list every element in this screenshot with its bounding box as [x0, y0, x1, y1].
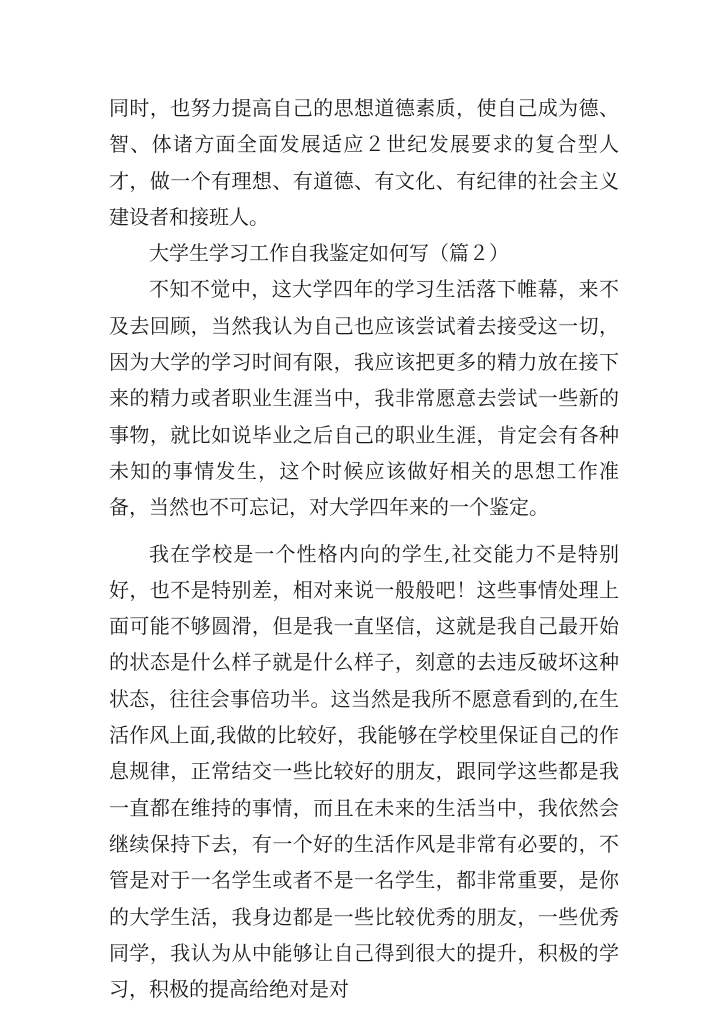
paragraph: 我在学校是一个性格内向的学生,社交能力不是特别好，也不是特别差，相对来说一般般吧！这些事情处理上面可能不够圆滑，但是我一直坚信，这就是我自己最开始的状态是什么样子就是什么样子，刻意的去违反破坏这种状态，往往会事倍功半。这当然是我所不愿意看到的,在生活作风上面,我做的比较好，我能够在学校里保证自己的作息规律，正常结交一些比较好的朋友，跟同学这些都是我一直都在维持的事情，而且在未来的生活当中，我依然会继续保持下去，有一个好的生活作风是非常有必要的，不管是对于一名学生或者不是一名学生，都非常重要，是你的大学生活，我身边都是一些比较优秀的朋友，一些优秀同学，我认为从中能够让自己得到很大的提升，积极的学习，积极的提高给绝对是对	[109, 541, 619, 1002]
body-text	[109, 90, 619, 1007]
paragraph-continuation: 同时，也努力提高自己的思想道德素质，使自己成为德、智、体诸方面全面发展适应２世纪发展要求的复合型人才，做一个有理想、有道德、有文化、有纪律的社会主义建设者和接班人。	[109, 96, 619, 229]
section-heading: 大学生学习工作自我鉴定如何写（篇２）	[149, 241, 509, 266]
paragraph: 不知不觉中，这大学四年的学习生活落下帷幕，来不及去回顾，当然我认为自己也应该尝试着去接受这一切，因为大学的学习时间有限，我应该把更多的精力放在接下来的精力或者职业生涯当中，我非常愿意去尝试一些新的事物，就比如说毕业之后自己的职业生涯，肯定会有各种未知的事情发生，这个时候应该做好相关的思想工作准备，当然也不可忘记，对大学四年来的一个鉴定。	[109, 277, 619, 520]
